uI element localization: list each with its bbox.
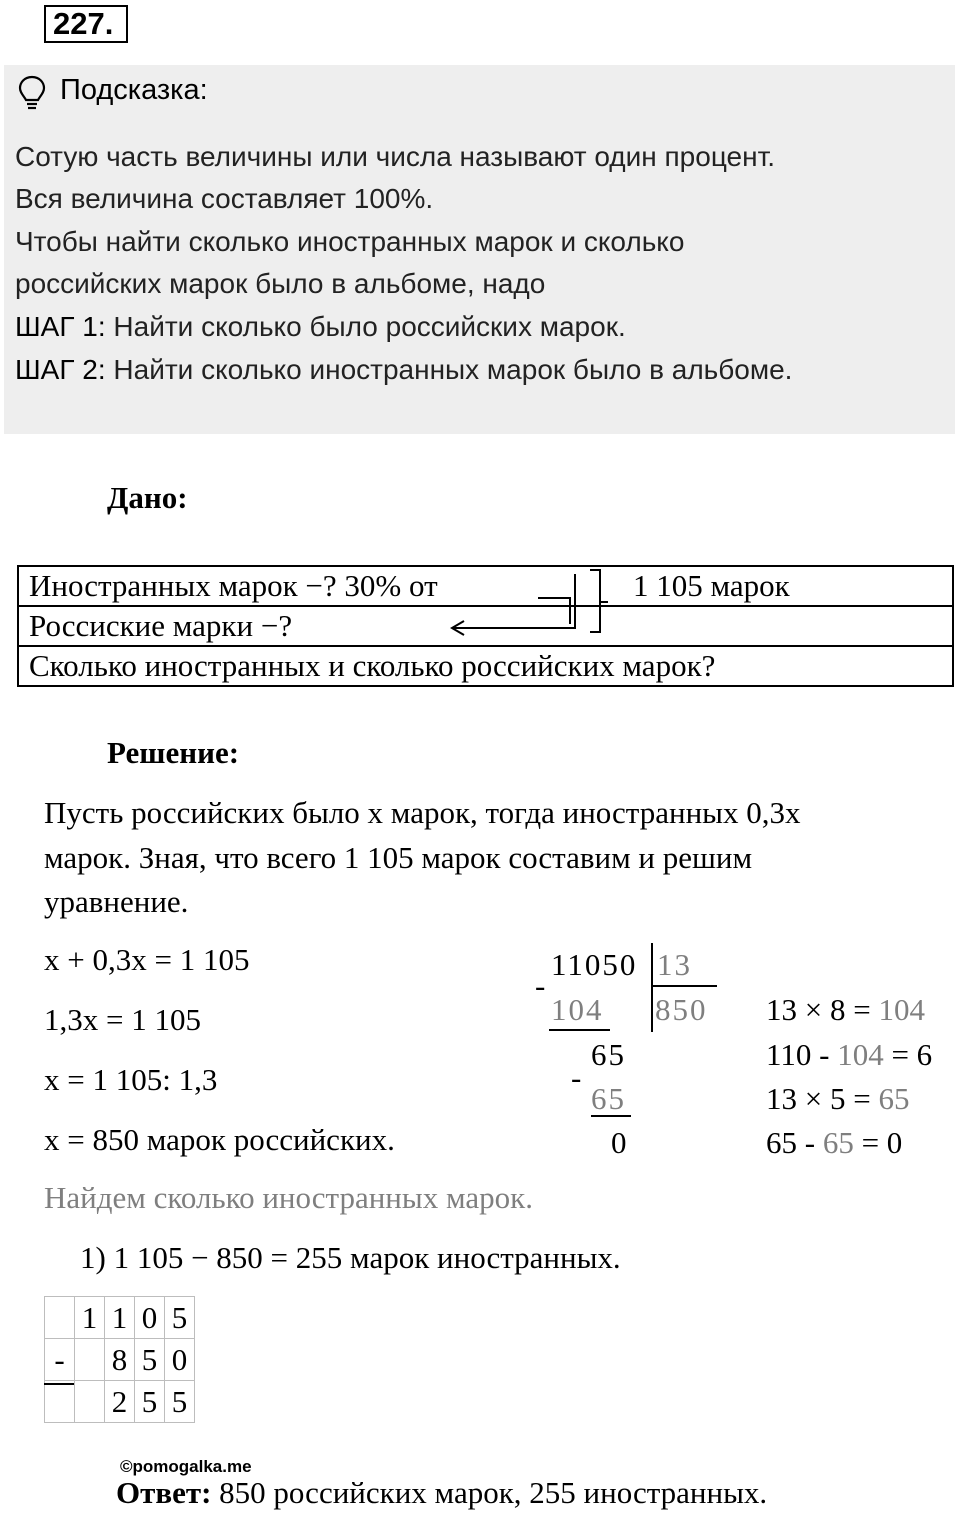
equation-2: 1,3x = 1 105 xyxy=(44,1002,201,1037)
grid-cell: 1 xyxy=(75,1297,105,1339)
division-sub1: 104 xyxy=(551,992,604,1027)
grid-cell xyxy=(75,1381,105,1423)
lightbulb-icon xyxy=(16,74,48,112)
step2-text: Найти сколько иностранных марок было в альбоме. xyxy=(105,354,793,385)
check-line xyxy=(766,1125,902,1161)
hint-line: российских марок было в альбоме, надо xyxy=(15,268,546,299)
grid-minus: - xyxy=(45,1339,75,1381)
check-b: 104 xyxy=(837,1037,884,1072)
division-quotient: 850 xyxy=(655,992,708,1027)
check-a: 13 × 5 = xyxy=(766,1081,879,1116)
division-dividend: 11050 xyxy=(551,947,638,982)
check-a: 110 - xyxy=(766,1037,838,1072)
column-sub-underline xyxy=(44,1383,74,1385)
grid-cell: 0 xyxy=(135,1297,165,1339)
solution-heading: Решение: xyxy=(107,735,240,770)
given-row-question: Сколько иностранных и сколько российских марок? xyxy=(18,646,953,686)
grid-cell: 2 xyxy=(105,1381,135,1423)
grid-cell: 5 xyxy=(135,1339,165,1381)
grid-cell: 5 xyxy=(165,1381,195,1423)
grid-cell xyxy=(45,1297,75,1339)
check-a: 65 - xyxy=(766,1125,823,1160)
hint-title: Подсказка: xyxy=(60,74,208,106)
answer-label: Ответ: xyxy=(116,1475,212,1510)
check-line xyxy=(766,992,925,1028)
division-minus: - xyxy=(535,968,548,1003)
find-foreign-text: Найдем сколько иностранных марок. xyxy=(44,1180,533,1215)
check-b: 65 xyxy=(822,1125,854,1160)
check-c: = 6 xyxy=(883,1037,933,1072)
grid-cell: 8 xyxy=(105,1339,135,1381)
grid-cell: 1 xyxy=(105,1297,135,1339)
check-b: 104 xyxy=(878,992,925,1027)
grid-cell xyxy=(45,1381,75,1423)
given-total: 1 105 марок xyxy=(633,568,790,603)
hint-line: Сотую часть величины или числа называют один процент. xyxy=(15,141,776,172)
solution-intro-line: уравнение. xyxy=(44,884,189,919)
step-1-equation: 1) 1 105 − 850 = 255 марок иностранных. xyxy=(80,1240,621,1275)
problem-number: 227. xyxy=(44,5,128,43)
equation-1: x + 0,3x = 1 105 xyxy=(44,942,250,977)
given-row-russian: Россиcкие марки −? xyxy=(18,606,953,646)
hint-line: Вся величина составляет 100%. xyxy=(15,183,434,214)
step2-label: ШАГ 2: xyxy=(15,354,106,385)
division-rem1: 65 xyxy=(591,1037,626,1072)
given-brace-arrow xyxy=(440,562,620,646)
equation-4: x = 850 марок российских. xyxy=(44,1122,395,1157)
step1-text: Найти сколько было российских марок. xyxy=(105,311,626,342)
answer xyxy=(116,1475,767,1511)
hint-line: Чтобы найти сколько иностранных марок и сколько xyxy=(15,226,685,257)
check-c: = 0 xyxy=(853,1125,903,1160)
given-row1-left: Иностранных марок −? 30% от xyxy=(29,568,438,603)
division-rem2: 0 xyxy=(611,1125,629,1160)
division-sub2: 65 xyxy=(591,1081,626,1116)
check-line xyxy=(766,1081,909,1117)
check-b: 65 xyxy=(878,1081,910,1116)
check-line xyxy=(766,1037,932,1073)
division-divisor: 13 xyxy=(657,947,692,982)
grid-cell: 5 xyxy=(135,1381,165,1423)
equation-3: x = 1 105: 1,3 xyxy=(44,1062,218,1097)
solution-intro-line: марок. Зная, что всего 1 105 марок составим и решим xyxy=(44,840,753,875)
hint-step-1 xyxy=(15,311,626,343)
column-subtraction xyxy=(44,1296,195,1423)
division-lines xyxy=(545,940,725,1135)
step1-label: ШАГ 1: xyxy=(15,311,106,342)
check-a: 13 × 8 = xyxy=(766,992,879,1027)
watermark: ©pomogalka.me xyxy=(120,1457,252,1476)
grid-cell: 5 xyxy=(165,1297,195,1339)
answer-text: 850 российских марок, 255 иностранных. xyxy=(211,1475,768,1510)
grid-cell: 0 xyxy=(165,1339,195,1381)
grid-cell xyxy=(75,1339,105,1381)
given-heading: Дано: xyxy=(107,480,188,515)
solution-intro-line: Пусть российских было x марок, тогда иностранных 0,3x xyxy=(44,795,801,830)
division-minus: - xyxy=(571,1060,584,1095)
hint-step-2 xyxy=(15,354,792,386)
